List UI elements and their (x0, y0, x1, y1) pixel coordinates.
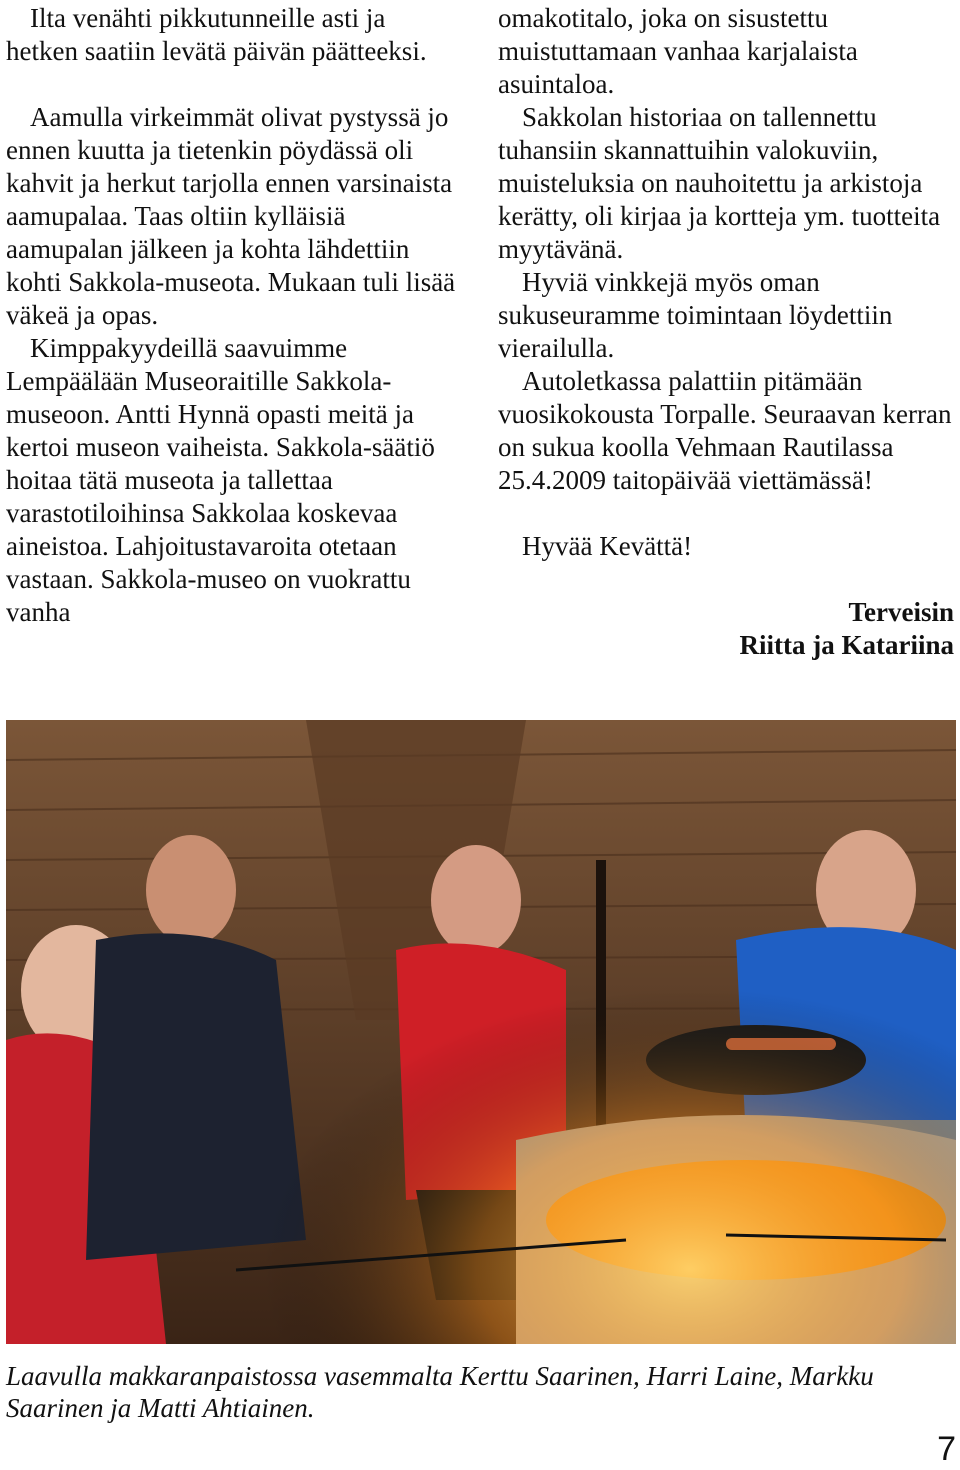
right-column-paragraph: Hyviä vinkkejä myös oman sukuseuramme toimintaan löydettiin vierailulla. (498, 267, 893, 363)
campfire-photo (6, 720, 956, 1344)
right-column (498, 2, 954, 662)
right-column-paragraph: Autoletkassa palattiin pitämään vuosikokousta Torpalle. Seuraavan kerran on sukua koolla Vehmaan Rautilassa 25.4.2009 taitopäivää viettämässä! (498, 366, 952, 495)
left-column (6, 2, 464, 629)
left-column-gap (6, 68, 464, 101)
left-column-paragraph: Ilta venähti pikkutunneille asti ja hetken saatiin levätä päivän päätteeksi. (6, 3, 427, 66)
signature-line-2: Riitta ja Katariina (739, 630, 954, 660)
signature-gap (498, 563, 954, 596)
campfire-photo-illustration (6, 720, 956, 1344)
right-column-paragraph: Sakkolan historiaa on tallennettu tuhansiin skannattuihin valokuviin, muisteluksia on nauhoitettu ja arkistoja kerätty, oli kirjaa ja kortteja ym. tuotteita myytävänä. (498, 102, 941, 264)
photo-caption: Laavulla makkaranpaistossa vasemmalta Kerttu Saarinen, Harri Laine, Markku Saarinen ja Matti Ahtiainen. (6, 1361, 874, 1423)
page-number: 7 (937, 1430, 956, 1468)
left-column-paragraph: Aamulla virkeimmät olivat pystyssä jo ennen kuutta ja tietenkin pöydässä oli kahvit ja herkut tarjolla ennen varsinaista aamupalaa. Taas oltiin kylläisiä aamupalan jälkeen ja kohta lähdettiin kohti Sakkola-museota. Mukaan tuli lisää väkeä ja opas. (6, 102, 456, 330)
right-column-paragraph: Hyvää Kevättä! (522, 531, 693, 561)
signature-line-1: Terveisin (848, 597, 954, 627)
left-column-paragraph: Kimppakyydeillä saavuimme Lempäälään Museoraitille Sakkola-museoon. Antti Hynnä opasti meitä ja kertoi museon vaiheista. Sakkola-säätiö hoitaa tätä museota ja tallettaa varastotiloihinsa Sakkolaa koskevaa aineistoa. Lahjoitustavaroita otetaan vastaan. Sakkola-museo on vuokrattu vanha (6, 333, 435, 627)
right-column-gap (498, 497, 954, 530)
right-column-paragraph: omakotitalo, joka on sisustettu muistuttamaan vanhaa karjalaista asuintaloa. (498, 3, 858, 99)
